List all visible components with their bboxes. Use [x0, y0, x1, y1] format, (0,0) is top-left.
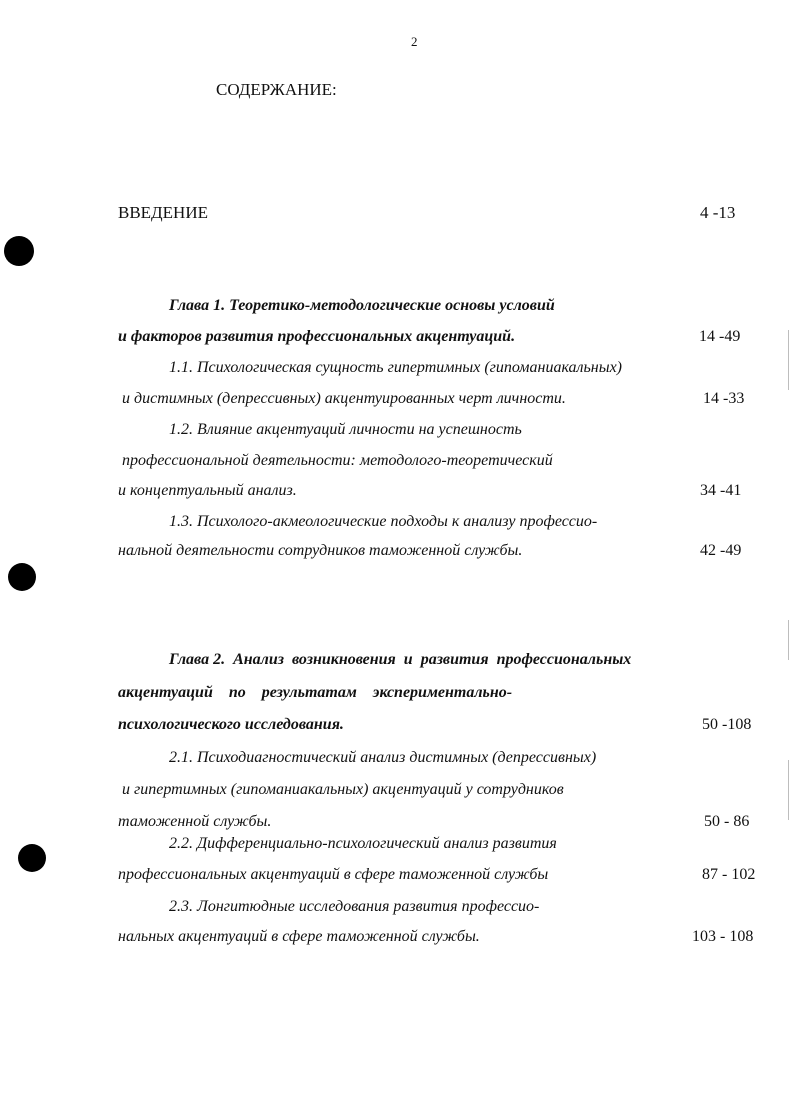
section-2-2-pages: 87 - 102 [702, 866, 756, 883]
section-1-3-line2: нальной деятельности сотрудников таможенной службы. [118, 542, 523, 559]
page-number: 2 [411, 34, 418, 49]
chapter1-title-line1: Глава 1. Теоретико-методологические основы условий [169, 297, 555, 314]
section-1-2-line2: профессиональной деятельности: методолого-теоретический [122, 452, 553, 469]
section-1-3-line1: 1.3. Психолого-акмеологические подходы к анализу профессио- [169, 513, 598, 530]
section-2-3-pages: 103 - 108 [692, 928, 754, 945]
section-2-1-line2: и гипертимных (гипоманиакальных) акцентуаций у сотрудников [122, 781, 564, 798]
section-2-2-line1: 2.2. Дифференциально-психологический анализ развития [169, 835, 557, 852]
chapter2-title-line1: Глава 2. Анализ возникновения и развития профессиональных [169, 651, 632, 668]
chapter1-title-line2: и факторов развития профессиональных акцентуаций. [118, 328, 516, 345]
scan-edge-line [788, 620, 789, 660]
section-2-1-pages: 50 - 86 [704, 813, 750, 830]
section-2-3-line1: 2.3. Лонгитюдные исследования развития профессио- [169, 898, 540, 915]
toc-intro-title: ВВЕДЕНИЕ [118, 203, 208, 222]
scan-edge-line [788, 330, 789, 390]
section-2-1-line3: таможенной службы. [118, 813, 272, 830]
chapter2-title-line3: психологического исследования. [118, 716, 344, 733]
punch-hole [8, 563, 36, 591]
toc-intro-pages: 4 -13 [700, 203, 736, 222]
section-1-2-pages: 34 -41 [700, 482, 742, 499]
section-1-2-line1: 1.2. Влияние акцентуаций личности на успешность [169, 421, 522, 438]
chapter2-pages: 50 -108 [702, 716, 752, 733]
section-1-3-pages: 42 -49 [700, 542, 742, 559]
toc-heading: СОДЕРЖАНИЕ: [216, 80, 337, 99]
punch-hole [4, 236, 34, 266]
section-1-1-pages: 14 -33 [703, 390, 745, 407]
chapter1-pages: 14 -49 [699, 328, 741, 345]
chapter2-title-line2: акцентуаций по результатам экспериментально- [118, 684, 513, 701]
section-2-3-line2: нальных акцентуаций в сфере таможенной службы. [118, 928, 480, 945]
section-1-1-line2: и дистимных (депрессивных) акцентуированных черт личности. [122, 390, 566, 407]
section-2-2-line2: профессиональных акцентуаций в сфере таможенной службы [118, 866, 549, 883]
scan-edge-line [788, 760, 789, 820]
section-2-1-line1: 2.1. Психодиагностический анализ дистимных (депрессивных) [169, 749, 597, 766]
section-1-1-line1: 1.1. Психологическая сущность гипертимных (гипоманиакальных) [169, 359, 622, 376]
punch-hole [18, 844, 46, 872]
section-1-2-line3: и концептуальный анализ. [118, 482, 297, 499]
